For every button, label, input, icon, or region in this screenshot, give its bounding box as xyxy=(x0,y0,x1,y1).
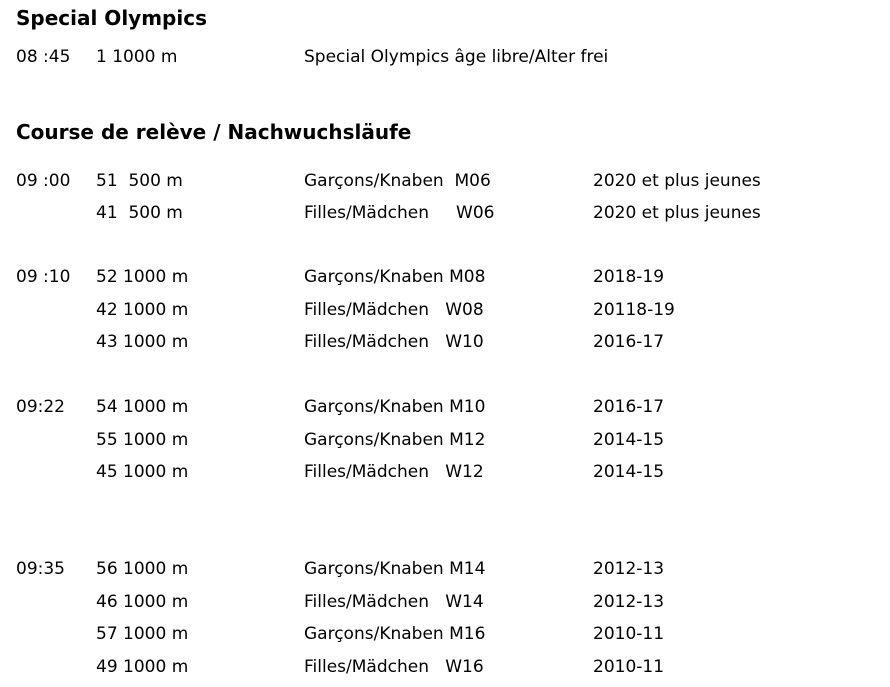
birth-years: 2014-15 xyxy=(593,430,665,450)
schedule-row xyxy=(0,396,890,418)
race-number-distance: 45 1000 m xyxy=(96,462,189,482)
schedule-row xyxy=(0,299,890,321)
race-number-distance: 1 1000 m xyxy=(96,47,178,67)
schedule-row xyxy=(0,202,890,224)
birth-years: 2020 et plus jeunes xyxy=(593,171,761,191)
birth-years: 2016-17 xyxy=(593,397,665,417)
schedule-row xyxy=(0,429,890,451)
schedule-row xyxy=(0,461,890,483)
birth-years: 2018-19 xyxy=(593,267,665,287)
race-number-distance: 54 1000 m xyxy=(96,397,189,417)
schedule-row xyxy=(0,591,890,613)
section-title-course-de-releve: Course de relève / Nachwuchsläufe xyxy=(16,120,412,144)
category: Garçons/Knaben M12 xyxy=(304,430,486,450)
race-number-distance: 41 500 m xyxy=(96,203,183,223)
schedule-row xyxy=(0,331,890,353)
schedule-row xyxy=(0,623,890,645)
schedule-row xyxy=(0,656,890,678)
race-number-distance: 42 1000 m xyxy=(96,300,189,320)
category: Filles/Mädchen W16 xyxy=(304,657,484,677)
schedule-row xyxy=(0,170,890,192)
category: Filles/Mädchen W14 xyxy=(304,592,484,612)
category: Garçons/Knaben M14 xyxy=(304,559,486,579)
birth-years: 2012-13 xyxy=(593,559,665,579)
start-time: 09:35 xyxy=(16,559,65,579)
start-time: 09 :00 xyxy=(16,171,71,191)
birth-years: 2016-17 xyxy=(593,332,665,352)
category: Filles/Mädchen W12 xyxy=(304,462,484,482)
category: Garçons/Knaben M16 xyxy=(304,624,486,644)
category: Special Olympics âge libre/Alter frei xyxy=(304,47,609,67)
race-number-distance: 43 1000 m xyxy=(96,332,189,352)
category: Garçons/Knaben M10 xyxy=(304,397,486,417)
birth-years: 2020 et plus jeunes xyxy=(593,203,761,223)
race-number-distance: 55 1000 m xyxy=(96,430,189,450)
schedule-row xyxy=(0,558,890,580)
schedule-row xyxy=(0,46,890,68)
birth-years: 2012-13 xyxy=(593,592,665,612)
schedule-row xyxy=(0,266,890,288)
race-number-distance: 51 500 m xyxy=(96,171,183,191)
birth-years: 2010-11 xyxy=(593,624,665,644)
race-number-distance: 57 1000 m xyxy=(96,624,189,644)
category: Garçons/Knaben M08 xyxy=(304,267,486,287)
race-number-distance: 46 1000 m xyxy=(96,592,189,612)
race-number-distance: 52 1000 m xyxy=(96,267,189,287)
start-time: 08 :45 xyxy=(16,47,71,67)
birth-years: 20118-19 xyxy=(593,300,675,320)
birth-years: 2010-11 xyxy=(593,657,665,677)
category: Filles/Mädchen W08 xyxy=(304,300,484,320)
category: Filles/Mädchen W10 xyxy=(304,332,484,352)
start-time: 09 :10 xyxy=(16,267,71,287)
race-number-distance: 49 1000 m xyxy=(96,657,189,677)
start-time: 09:22 xyxy=(16,397,65,417)
category: Filles/Mädchen W06 xyxy=(304,203,495,223)
section-title-special-olympics: Special Olympics xyxy=(16,6,207,30)
category: Garçons/Knaben M06 xyxy=(304,171,491,191)
race-number-distance: 56 1000 m xyxy=(96,559,189,579)
birth-years: 2014-15 xyxy=(593,462,665,482)
